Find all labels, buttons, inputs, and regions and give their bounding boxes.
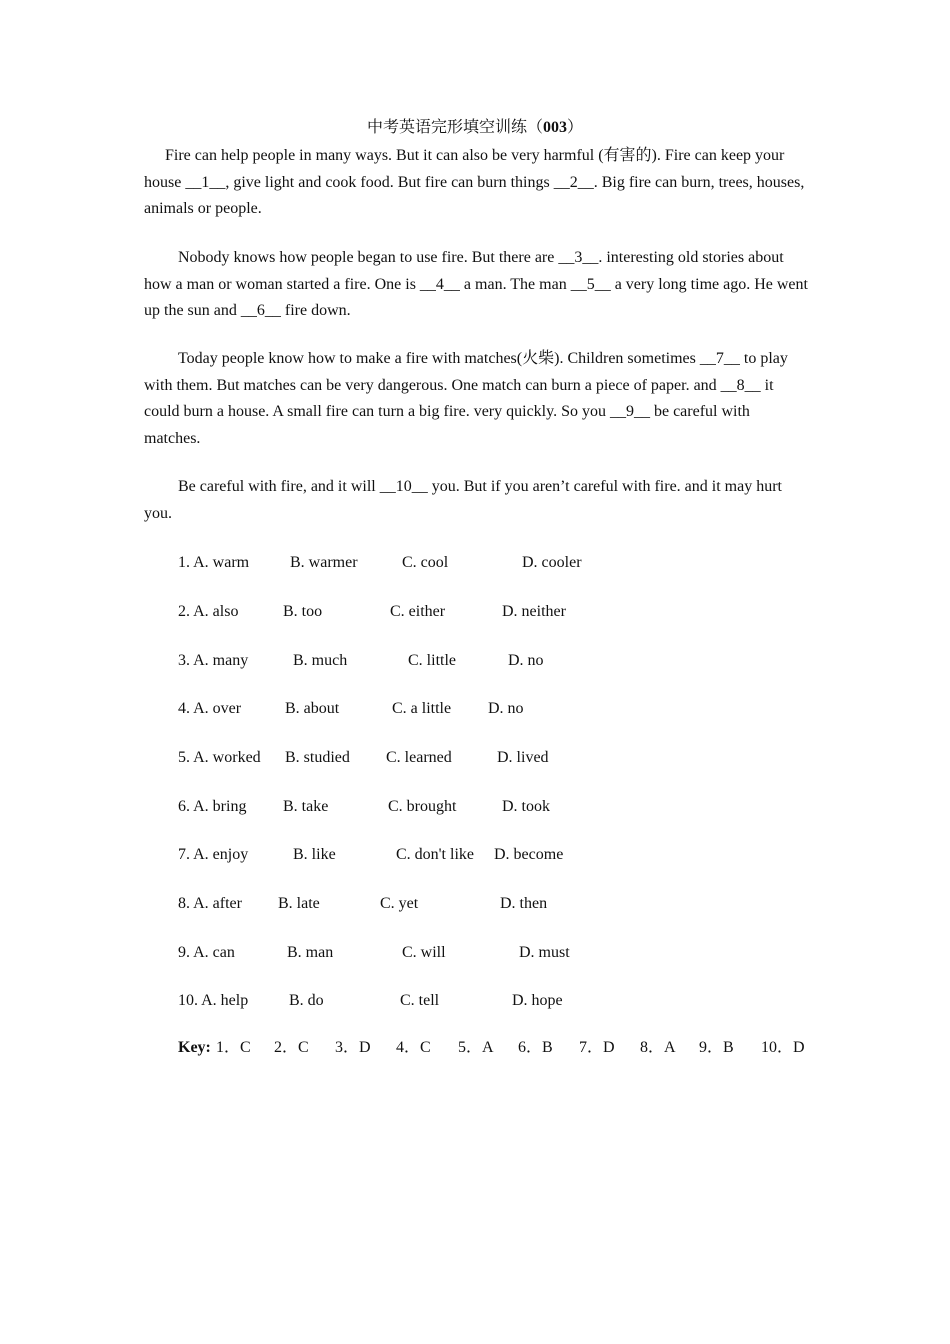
question-number: 2. xyxy=(178,603,190,620)
option-b: B. studied xyxy=(285,749,350,766)
answer-key-item: 3．D xyxy=(335,1039,371,1056)
question-row xyxy=(178,747,818,769)
option-a-text: A. many xyxy=(193,652,249,669)
question-row xyxy=(178,844,818,866)
question-number: 8. xyxy=(178,895,190,912)
option-c: C. will xyxy=(402,944,446,961)
question-number: 9. xyxy=(178,944,190,961)
option-b: B. warmer xyxy=(290,554,358,571)
option-a-text: A. worked xyxy=(193,749,261,766)
question-row xyxy=(178,552,818,574)
option-a xyxy=(178,650,248,672)
question-number: 10. xyxy=(178,992,198,1009)
question-row xyxy=(178,990,818,1012)
answer-key-label: Key: xyxy=(178,1039,211,1056)
option-a-text: A. warm xyxy=(193,554,250,571)
title-number: 003 xyxy=(543,119,567,136)
question-row xyxy=(178,601,818,623)
passage-paragraph-3: Today people know how to make a fire with matches(火柴). Children sometimes __7__ to play with them. But matches can be very dangerous. One match can burn a piece of paper. and __8__ it could burn a house. A small fire can turn a big fire. very quickly. So you __9__ be careful with matches. xyxy=(144,350,788,447)
option-c: C. learned xyxy=(386,749,452,766)
option-a xyxy=(178,844,248,866)
option-c: C. cool xyxy=(402,554,449,571)
passage-paragraph-2: Nobody knows how people began to use fire. But there are __3__. interesting old stories about how a man or woman started a fire. One is __4__ a man. The man __5__ a very long time ago. He went up the sun and __6__ fire down. xyxy=(144,249,808,319)
answer-key xyxy=(178,1037,818,1059)
option-c: C. either xyxy=(390,603,446,620)
option-d: D. become xyxy=(494,846,564,863)
option-d: D. must xyxy=(519,944,570,961)
answer-key-item: 2．C xyxy=(274,1039,309,1056)
option-a-text: A. enjoy xyxy=(193,846,249,863)
passage-paragraph-4: Be careful with fire, and it will __10__ you. But if you aren’t careful with fire. and it may hurt you. xyxy=(144,478,782,522)
option-b: B. do xyxy=(289,992,324,1009)
option-b: B. take xyxy=(283,798,329,815)
option-a-text: A. after xyxy=(193,895,242,912)
question-number: 3. xyxy=(178,652,190,669)
option-c: C. little xyxy=(408,652,456,669)
answer-key-item: 5．A xyxy=(458,1039,494,1056)
option-b: B. about xyxy=(285,700,340,717)
answer-key-item: 8．A xyxy=(640,1039,676,1056)
option-a xyxy=(178,942,235,964)
question-number: 7. xyxy=(178,846,190,863)
question-row xyxy=(178,893,818,915)
option-c: C. tell xyxy=(400,992,440,1009)
option-d: D. cooler xyxy=(522,554,582,571)
option-b: B. much xyxy=(293,652,348,669)
question-row xyxy=(178,796,818,818)
option-a xyxy=(178,747,261,769)
option-d: D. lived xyxy=(497,749,549,766)
option-a-text: A. over xyxy=(193,700,242,717)
question-row xyxy=(178,698,818,720)
option-b: B. like xyxy=(293,846,336,863)
answer-key-item: 7．D xyxy=(579,1039,615,1056)
answer-key-item: 4．C xyxy=(396,1039,431,1056)
option-b: B. late xyxy=(278,895,320,912)
option-a xyxy=(178,698,241,720)
option-c: C. yet xyxy=(380,895,419,912)
option-d: D. hope xyxy=(512,992,563,1009)
title-text: 中考英语完形填空训练（ xyxy=(366,119,543,136)
option-a xyxy=(178,552,249,574)
question-number: 5. xyxy=(178,749,190,766)
question-number: 6. xyxy=(178,798,190,815)
question-number: 4. xyxy=(178,700,190,717)
title-close: ） xyxy=(567,119,584,136)
option-a xyxy=(178,796,246,818)
answer-key-item: 6．B xyxy=(518,1039,553,1056)
answer-key-item: 9．B xyxy=(699,1039,734,1056)
option-c: C. don't like xyxy=(396,846,474,863)
question-row xyxy=(178,650,818,672)
option-a xyxy=(178,601,238,623)
option-b: B. too xyxy=(283,603,323,620)
answer-key-item: 10．D xyxy=(761,1039,805,1056)
option-d: D. took xyxy=(502,798,550,815)
question-row xyxy=(178,942,818,964)
option-a xyxy=(178,990,248,1012)
option-c: C. brought xyxy=(388,798,457,815)
option-c: C. a little xyxy=(392,700,452,717)
option-a xyxy=(178,893,242,915)
option-a-text: A. help xyxy=(201,992,249,1009)
option-a-text: A. bring xyxy=(193,798,247,815)
option-b: B. man xyxy=(287,944,334,961)
page-title xyxy=(0,118,950,138)
answer-key-item: 1．C xyxy=(216,1039,251,1056)
option-d: D. no xyxy=(508,652,544,669)
passage-paragraph-1: Fire can help people in many ways. But it can also be very harmful (有害的). Fire can keep your house __1__, give light and cook food. But fire can burn things __2__. Big fire can burn, trees, houses, animals or people. xyxy=(144,147,805,217)
option-d: D. then xyxy=(500,895,548,912)
option-a-text: A. also xyxy=(193,603,239,620)
option-d: D. no xyxy=(488,700,524,717)
option-d: D. neither xyxy=(502,603,566,620)
option-a-text: A. can xyxy=(193,944,235,961)
question-number: 1. xyxy=(178,554,190,571)
